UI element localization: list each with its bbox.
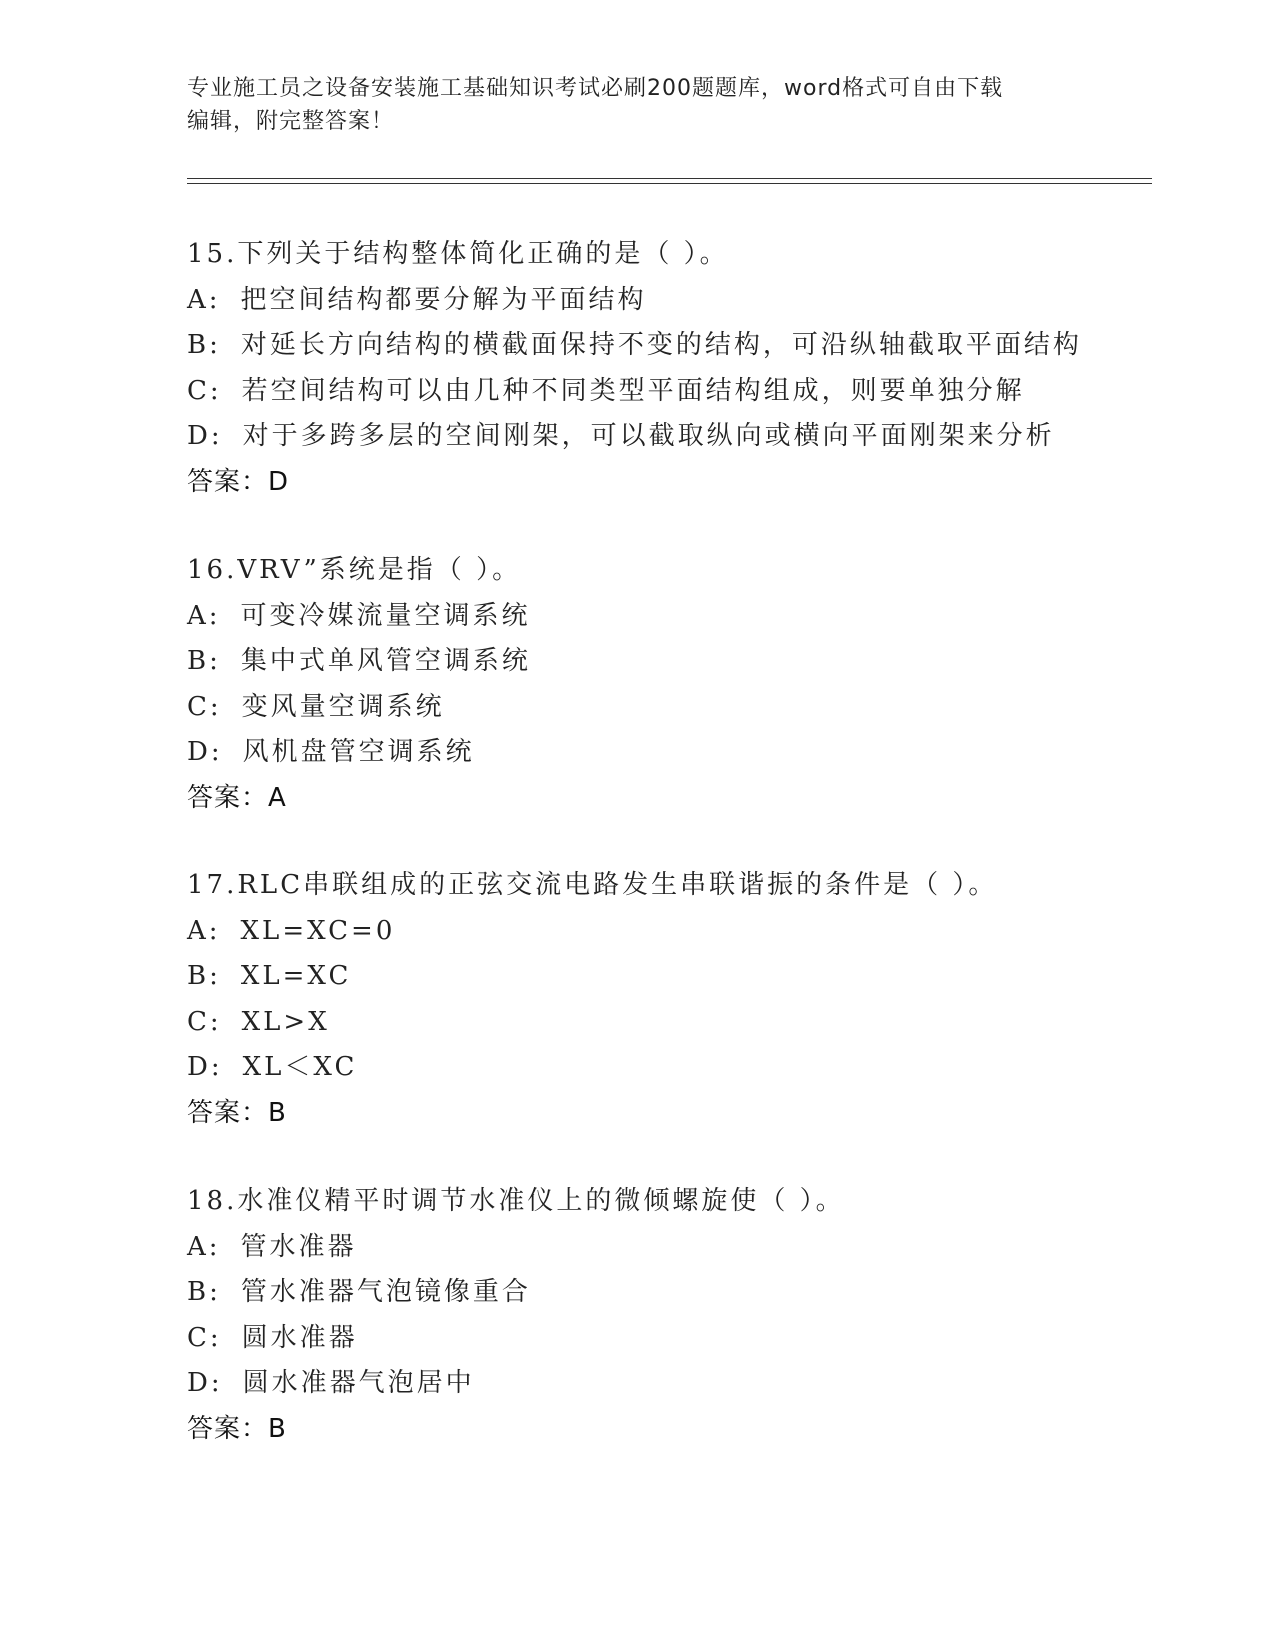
option-text: XL＜XC xyxy=(242,1052,358,1082)
option-a xyxy=(187,1225,1147,1271)
document-header xyxy=(187,72,1087,138)
question-stem xyxy=(187,863,1147,909)
option-text: 管水准器气泡镜像重合 xyxy=(240,1277,531,1307)
question-text: 水准仪精平时调节水准仪上的微倾螺旋使（ ）。 xyxy=(237,1186,845,1216)
option-text: 把空间结构都要分解为平面结构 xyxy=(240,284,647,315)
option-letter: B: xyxy=(187,646,221,676)
answer: 答案：A xyxy=(187,782,287,813)
option-letter: D: xyxy=(187,1052,223,1082)
option-text: 集中式单风管空调系统 xyxy=(240,646,531,676)
option-a xyxy=(187,594,1147,640)
option-d xyxy=(187,414,1147,460)
option-b xyxy=(187,323,1147,369)
option-d xyxy=(187,730,1147,776)
option-c xyxy=(187,1000,1147,1046)
answer: 答案：D xyxy=(187,466,290,497)
option-text: XL=XC=0 xyxy=(240,915,396,946)
option-text: 变风量空调系统 xyxy=(241,691,445,722)
option-letter: C: xyxy=(187,1006,222,1037)
option-letter: C: xyxy=(187,375,222,406)
option-letter: C: xyxy=(187,1322,222,1353)
question-stem xyxy=(187,1179,1147,1225)
question-stem xyxy=(187,548,1147,594)
option-letter: B: xyxy=(187,961,221,991)
option-a xyxy=(187,278,1147,324)
question-number: 17. xyxy=(187,870,238,900)
option-text: XL>X xyxy=(241,1006,330,1037)
option-letter: B: xyxy=(187,1277,221,1307)
option-letter: A: xyxy=(187,915,221,946)
option-text: 可变冷媒流量空调系统 xyxy=(240,600,531,631)
option-text: 管水准器 xyxy=(240,1231,357,1262)
question-number: 18. xyxy=(187,1186,238,1216)
question-number: 16. xyxy=(187,555,238,585)
option-text: 若空间结构可以由几种不同类型平面结构组成，则要单独分解 xyxy=(241,375,1025,406)
option-b xyxy=(187,639,1147,685)
question-text: RLC串联组成的正弦交流电路发生串联谐振的条件是（ ）。 xyxy=(237,870,998,900)
header-divider-top xyxy=(187,178,1152,179)
question-17 xyxy=(187,863,1147,1136)
question-stem xyxy=(187,232,1147,278)
option-text: XL=XC xyxy=(240,961,352,991)
question-text: 下列关于结构整体简化正确的是（ ）。 xyxy=(237,239,729,269)
option-c xyxy=(187,369,1147,415)
option-letter: A: xyxy=(187,284,221,315)
question-number: 15. xyxy=(187,239,238,269)
option-text: 对于多跨多层的空间刚架，可以截取纵向或横向平面刚架来分析 xyxy=(242,421,1055,451)
option-a xyxy=(187,909,1147,955)
header-title-line-2: 编辑，附完整答案！ xyxy=(187,109,395,134)
option-letter: A: xyxy=(187,1231,221,1262)
option-b xyxy=(187,954,1147,1000)
header-divider-bottom xyxy=(187,183,1152,184)
question-18 xyxy=(187,1179,1147,1452)
option-letter: A: xyxy=(187,600,221,631)
option-text: 圆水准器气泡居中 xyxy=(242,1368,475,1398)
option-d xyxy=(187,1045,1147,1091)
option-letter: B: xyxy=(187,330,221,360)
answer: 答案：B xyxy=(187,1413,287,1444)
question-15 xyxy=(187,232,1147,505)
answer: 答案：B xyxy=(187,1097,287,1128)
option-text: 风机盘管空调系统 xyxy=(242,737,475,767)
option-letter: D: xyxy=(187,1368,223,1398)
header-title-line-1: 专业施工员之设备安装施工基础知识考试必刷200题题库，word格式可自由下载 xyxy=(187,76,1004,101)
option-letter: C: xyxy=(187,691,222,722)
option-text: 圆水准器 xyxy=(241,1322,358,1353)
option-c xyxy=(187,1316,1147,1362)
question-text: VRV”系统是指（ ）。 xyxy=(237,555,522,585)
option-c xyxy=(187,685,1147,731)
option-text: 对延长方向结构的横截面保持不变的结构，可沿纵轴截取平面结构 xyxy=(240,330,1082,360)
question-16 xyxy=(187,548,1147,821)
option-d xyxy=(187,1361,1147,1407)
option-letter: D: xyxy=(187,737,223,767)
option-b xyxy=(187,1270,1147,1316)
option-letter: D: xyxy=(187,421,223,451)
